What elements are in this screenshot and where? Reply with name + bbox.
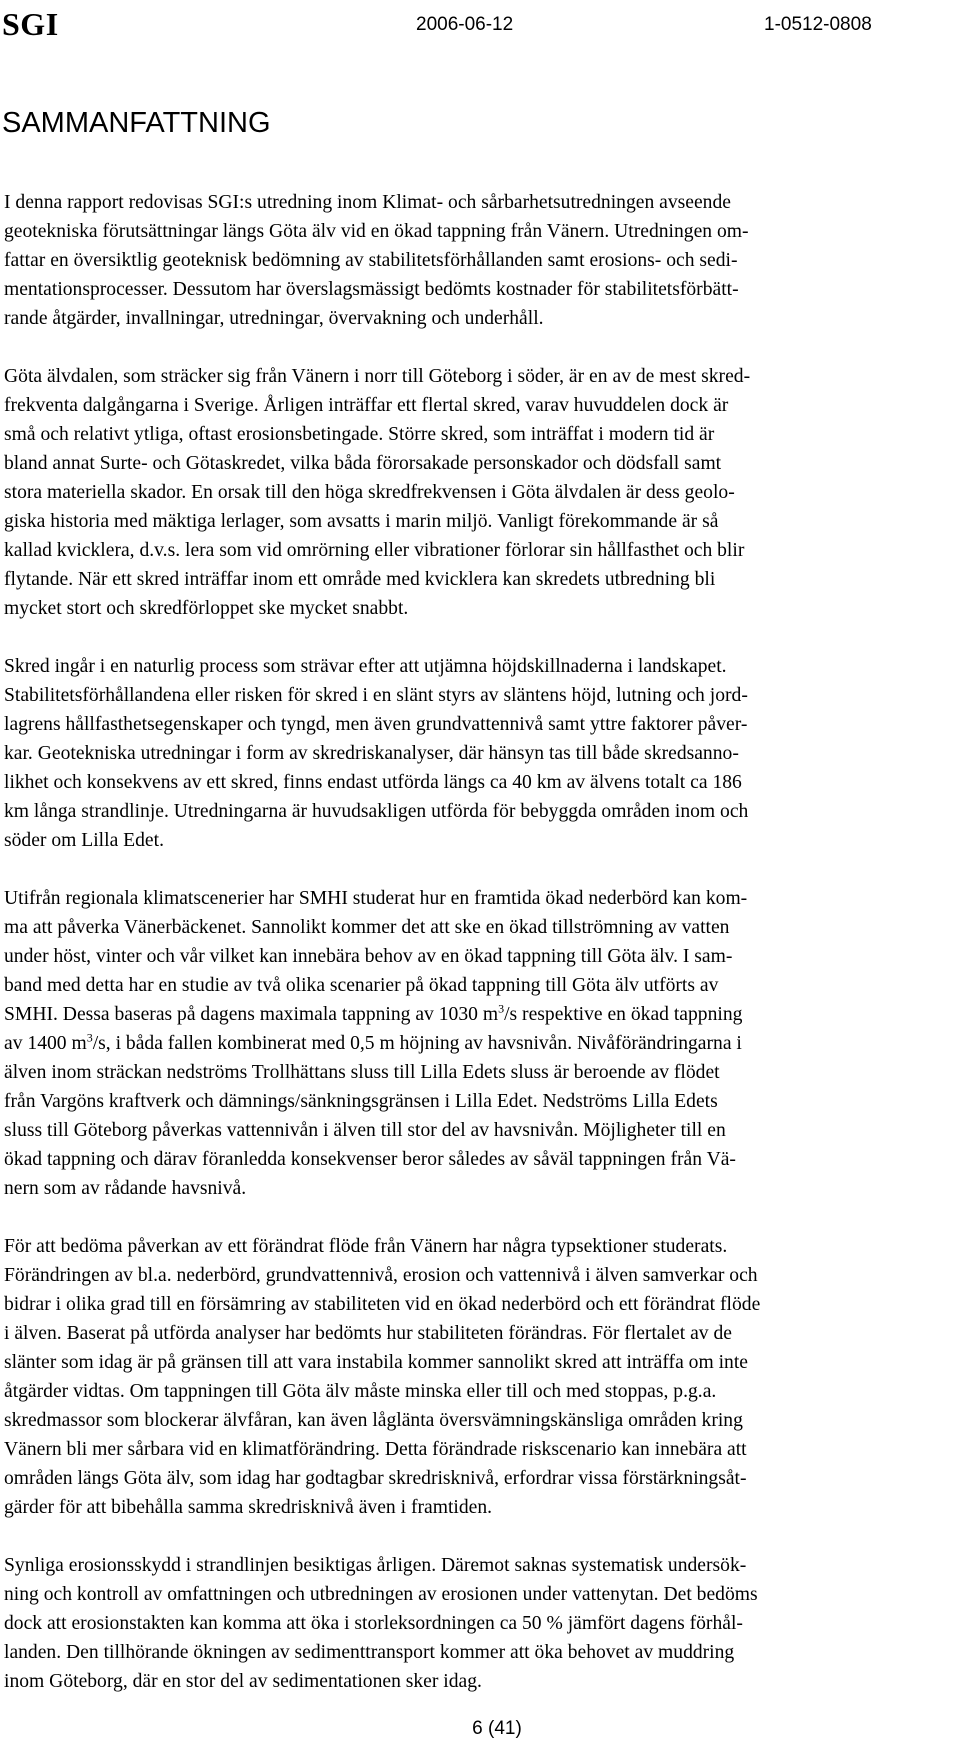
text-line: skredmassor som blockerar älvfåran, kan även låglänta översvämningskänsliga områden kring — [4, 1410, 743, 1431]
text-line: mycket stort och skredförloppet ske mycket snabbt. — [4, 598, 409, 619]
text-line: nern som av rådande havsnivå. — [4, 1178, 247, 1199]
text-line: fattar en översiktlig geoteknisk bedömning av stabilitetsförhållanden samt erosions- och sedi- — [4, 250, 738, 271]
text-line: slänter som idag är på gränsen till att vara instabila kommer sannolikt skred att inträffa om inte — [4, 1352, 748, 1373]
text-line: inom Göteborg, där en stor del av sedimentationen sker idag. — [4, 1671, 482, 1692]
text-line: i älven. Baserat på utförda analyser har bedömts hur stabiliteten förändras. För flertalet av de — [4, 1323, 732, 1344]
text-line: band med detta har en studie av två olika scenarier på ökad tappning till Göta älv utförts av — [4, 975, 719, 996]
text-line: lagrens hållfasthetsegenskaper och tyngd, men även grundvattennivå samt yttre faktorer påver- — [4, 714, 748, 735]
paragraph-intro — [4, 188, 954, 333]
header-document-number: 1-0512-0808 — [764, 14, 872, 35]
text-line: små och relativt ytliga, oftast erosionsbetingade. Större skred, som inträffat i modern tid är — [4, 424, 715, 445]
text-line: rande åtgärder, invallningar, utredningar, övervakning och underhåll. — [4, 308, 544, 329]
text-line: sluss till Göteborg påverkas vattennivån i älven till stor del av havsnivån. Möjligheter till en — [4, 1120, 726, 1141]
section-title: SAMMANFATTNING — [2, 107, 271, 139]
text-line: söder om Lilla Edet. — [4, 830, 164, 851]
header-date: 2006-06-12 — [416, 14, 514, 35]
text-line: Förändringen av bl.a. nederbörd, grundvattennivå, erosion och vattennivå i älven samverkar och — [4, 1265, 758, 1286]
text-line: från Vargöns kraftverk och dämnings/sänkningsgränsen i Lilla Edet. Nedströms Lilla Edets — [4, 1091, 718, 1112]
text-line: Göta älvdalen, som sträcker sig från Vänern i norr till Göteborg i söder, är en av de mest skred- — [4, 366, 751, 387]
text-line: ma att påverka Vänerbäckenet. Sannolikt kommer det att ske en ökad tillströmning av vatten — [4, 917, 730, 938]
text-line: Synliga erosionsskydd i strandlinjen besiktigas årligen. Däremot saknas systematisk undersök- — [4, 1555, 747, 1576]
page-header — [0, 6, 960, 46]
text-line: kar. Geotekniska utredningar i form av skredriskanalyser, där hänsyn tas till både skredsanno- — [4, 743, 739, 764]
text-line: flytande. När ett skred inträffar inom ett område med kvicklera kan skredets utbredning bli — [4, 569, 716, 590]
text-line: landen. Den tillhörande ökningen av sedimenttransport kommer att öka behovet av muddring — [4, 1642, 735, 1663]
text-line: giska historia med mäktiga lerlager, som avsatts i marin miljö. Vanligt förekommande är så — [4, 511, 719, 532]
text-line: stora materiella skador. En orsak till den höga skredfrekvensen i Göta älvdalen är dess geolo- — [4, 482, 735, 503]
text-line: ökad tappning och därav föranledda konsekvenser beror således av såväl tappningen från Vä- — [4, 1149, 736, 1170]
text-line: likhet och konsekvens av ett skred, finns endast utförda längs ca 40 km av älvens totalt ca 186 — [4, 772, 742, 793]
text-line: åtgärder vidtas. Om tappningen till Göta älv måste minska eller till och med stoppas, p.g.a. — [4, 1381, 717, 1402]
text-line: Utifrån regionala klimatscenerier har SMHI studerat hur en framtida ökad nederbörd kan kom- — [4, 888, 748, 909]
text-line: kallad kvicklera, d.v.s. lera som vid omrörning eller vibrationer förlorar sin hållfasthet och blir — [4, 540, 745, 561]
text-line: områden längs Göta älv, som idag har godtagbar skredrisknivå, erfordrar vissa förstärkningsåt- — [4, 1468, 747, 1489]
paragraph-flow-impact — [4, 1232, 954, 1522]
text-line: Stabilitetsförhållandena eller risken för skred i en slänt styrs av släntens höjd, lutning och jord- — [4, 685, 748, 706]
text-line: älven inom sträckan nedströms Trollhättans sluss till Lilla Edets sluss är beroende av flödet — [4, 1062, 720, 1083]
text-line: frekventa dalgångarna i Sverige. Årligen inträffar ett flertal skred, varav huvuddelen dock är — [4, 395, 729, 416]
paragraph-landslide-history — [4, 362, 954, 623]
paragraph-climate-scenarios — [4, 884, 954, 1203]
text-line: geotekniska förutsättningar längs Göta älv vid en ökad tappning från Vänern. Utredningen om- — [4, 221, 749, 242]
text-line: SMHI. Dessa baseras på dagens maximala tappning av 1030 $m^3/s$ respektive en ökad tappning — [4, 1001, 743, 1025]
text-line: km långa strandlinje. Utredningarna är huvudsakligen utförda för bebyggda områden inom och — [4, 801, 749, 822]
text-line: Vänern bli mer sårbara vid en klimatförändring. Detta förändrade riskscenario kan innebära att — [4, 1439, 747, 1460]
summary-body — [4, 188, 954, 1725]
text-line: dock att erosionstakten kan komma att öka i storleksordningen ca 50 % jämfört dagens förhål- — [4, 1613, 743, 1634]
sgi-logo: SGI — [2, 6, 59, 42]
text-line: Skred ingår i en naturlig process som strävar efter att utjämna höjdskillnaderna i landskapet. — [4, 656, 727, 677]
text-line: under höst, vinter och vår vilket kan innebära behov av en ökad tappning till Göta älv. I sam- — [4, 946, 733, 967]
text-line: För att bedöma påverkan av ett förändrat flöde från Vänern har några typsektioner studerats. — [4, 1236, 728, 1257]
page-number: 6 (41) — [472, 1718, 522, 1739]
text-line: mentationsprocesser. Dessutom har överslagsmässigt bedömts kostnader för stabilitetsförbätt- — [4, 279, 739, 300]
paragraph-stability — [4, 652, 954, 855]
text-line: av 1400 $m^3/s$, i båda fallen kombinerat med 0,5 m höjning av havsnivån. Nivåförändringarna i — [4, 1030, 742, 1054]
text-line: gärder för att bibehålla samma skredrisknivå även i framtiden. — [4, 1497, 493, 1518]
paragraph-erosion — [4, 1551, 954, 1696]
page-footer — [0, 1718, 960, 1740]
text-line: I denna rapport redovisas SGI:s utredning inom Klimat- och sårbarhetsutredningen avseende — [4, 192, 731, 213]
text-line: ning och kontroll av omfattningen och utbredningen av erosionen under vattenytan. Det bedöms — [4, 1584, 758, 1605]
text-line: bland annat Surte- och Götaskredet, vilka båda förorsakade personskador och dödsfall samt — [4, 453, 722, 474]
text-line: bidrar i olika grad till en försämring av stabiliteten vid en ökad nederbörd och ett förändrat flöde — [4, 1294, 761, 1315]
